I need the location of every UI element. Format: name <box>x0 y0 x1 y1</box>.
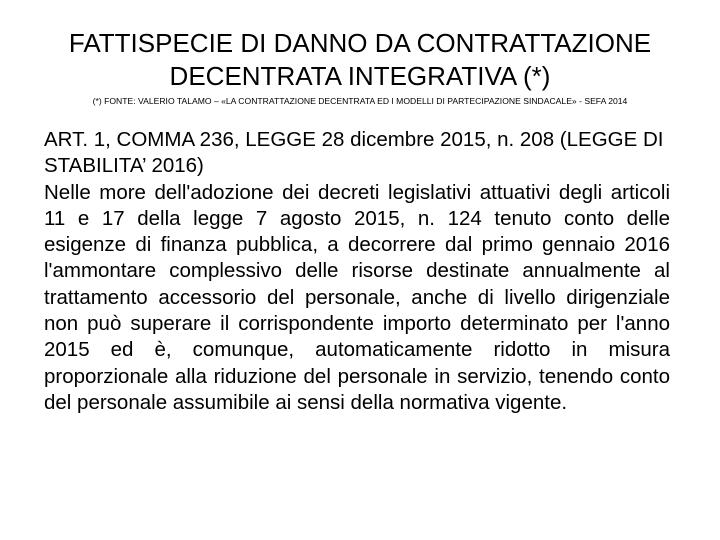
source-note: (*) FONTE: VALERIO TALAMO – «LA CONTRATTAZIONE DECENTRATA ED I MODELLI DI PARTECIPAZIONE SINDACALE» - SEFA 2014 <box>92 96 628 106</box>
law-text: Nelle more dell'adozione dei decreti legislativi attuativi degli articoli 11 e 17 della legge 7 agosto 2015, n. 124 tenuto conto delle esigenze di finanza pubblica, a decorrere dal primo gennaio 2016 l'ammontare complessivo delle risorse destinate annualmente al trattamento accessorio del personale, anche di livello dirigenziale non può superare il corrispondente importo determinato per l'anno 2015 ed è, comunque, automaticamente ridotto in misura proporzionale alla riduzione del personale in servizio, tenendo conto del personale assumibile ai sensi della normativa vigente. <box>44 180 670 414</box>
slide-title <box>40 27 680 93</box>
slide-title-line-1: FATTISPECIE DI DANNO DA CONTRATTAZIONE <box>68 28 652 58</box>
slide-body <box>44 127 670 416</box>
slide-title-line-2: DECENTRATA INTEGRATIVA (*) <box>169 61 551 91</box>
law-reference: ART. 1, COMMA 236, LEGGE 28 dicembre 2015, n. 208 (LEGGE DI STABILITA’ 2016) <box>44 128 664 178</box>
